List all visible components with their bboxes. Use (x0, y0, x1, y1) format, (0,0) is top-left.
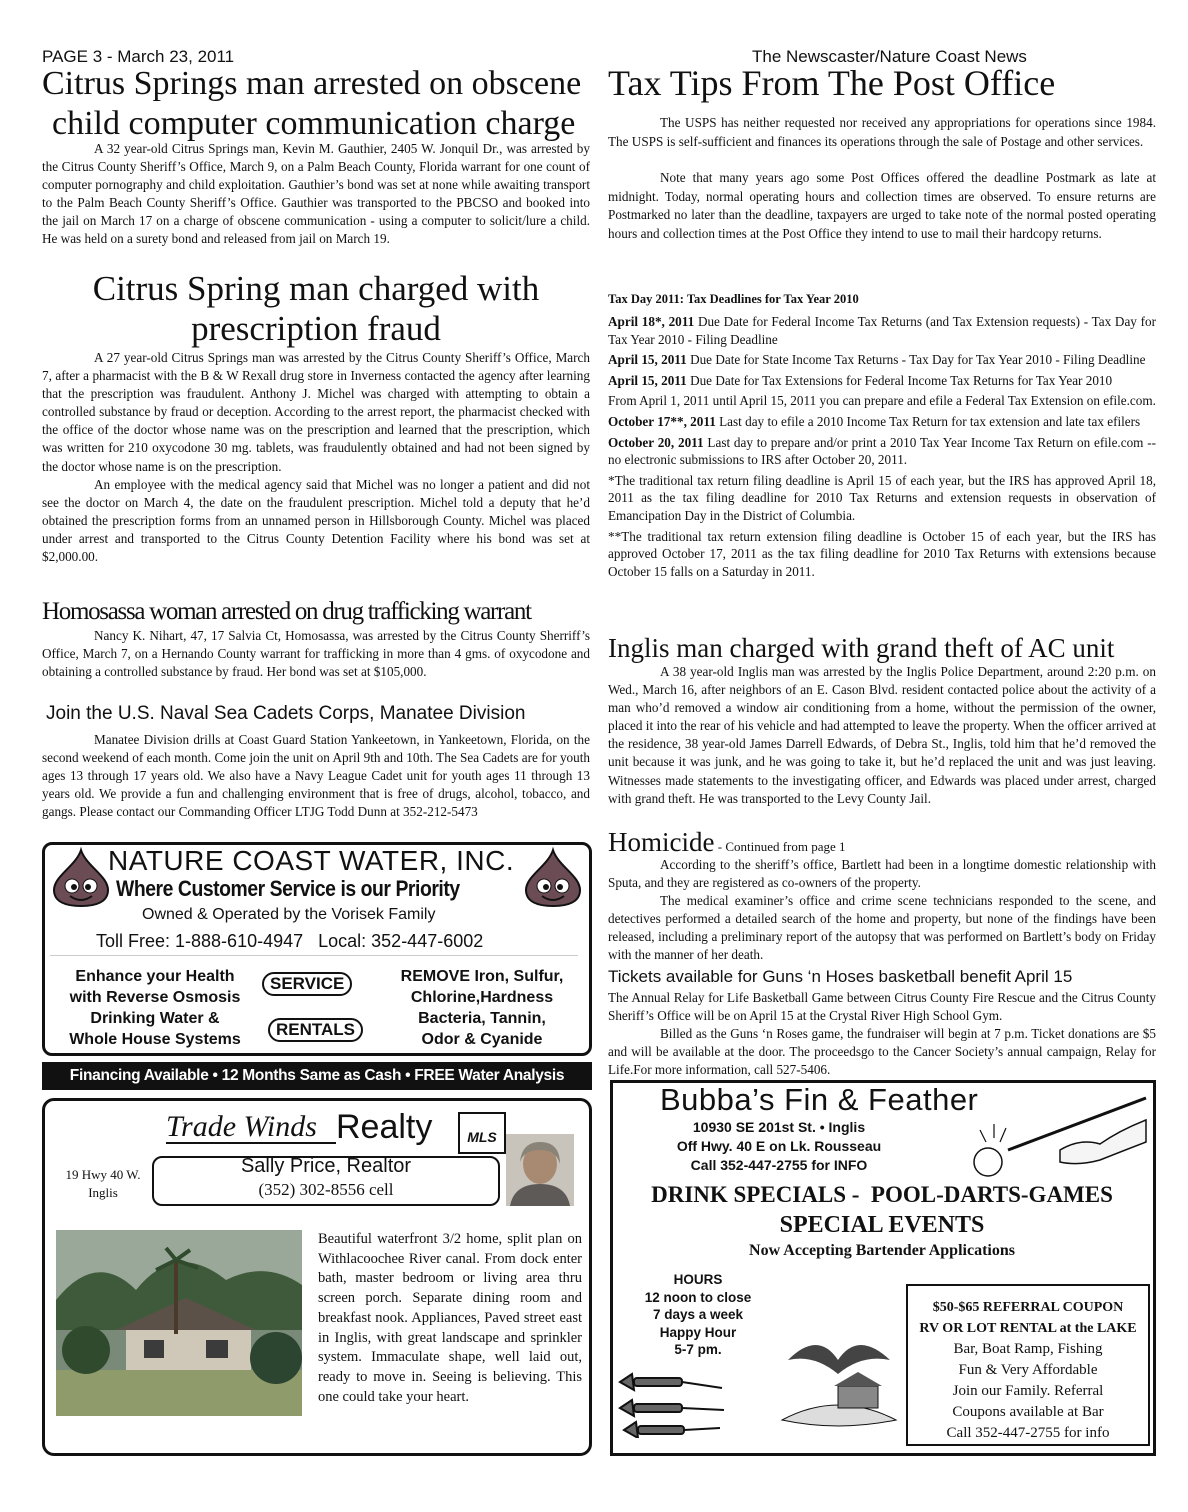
homicide-title: Homicide (608, 827, 715, 857)
tax-deadline-text: Due Date for Tax Extensions for Federal Income Tax Returns for Tax Year 2010 (686, 372, 1113, 388)
water-left-line: Whole House Systems (69, 1031, 241, 1048)
water-owned: Owned & Operated by the Vorisek Family (142, 906, 436, 923)
inglis-paragraph: A 38 year-old Inglis man was arrested by the Inglis Police Department, around 2:20 p.m. on Wed., March 16, after neighbors of an E. Cason Blvd. resident contacted police about the activity of a man who’d removed a window air conditioning from a home, without the permission of the owner, placed it into the rear of his vehicle and had attempted to leave the property. When the officer arrived at the residence, 38 year-old James Darrell Edwards, of Debra St., Inglis, told him that he’d removed the unit because it was junk, and he was going to take it, but he’d replaced the unit and was just leaving. Witnesses made statements to the investigating officer, and Edwards was placed under arrest, charged with grand theft. He was transported to the Levy County Jail. (608, 664, 1156, 806)
coupon-title: $50-$65 REFERRAL COUPON (932, 1300, 1124, 1315)
tax-deadline-text: Last day to efile a 2010 Income Tax Return for tax extension and late tax efilers (715, 413, 1141, 429)
service-badge: SERVICE (262, 972, 352, 996)
water-drop-mascot-left-icon (46, 846, 116, 908)
water-slogan: Where Customer Service is our Priority (116, 876, 460, 901)
coupon-line: Fun & Very Affordable (958, 1362, 1098, 1378)
tickets-paragraph-1: The Annual Relay for Life Basketball Game between Citrus County Fire Rescue and the Citrus County Sheriff’s Office will be on April 15 at the Crystal River High School Gym. (608, 990, 1156, 1024)
bubba-contact (646, 1118, 912, 1175)
inglis-body (608, 663, 1156, 808)
homicide-body (608, 856, 1156, 965)
bubba-hours-line: 5-7 pm. (674, 1342, 722, 1357)
bubba-call: Call 352-447-2755 for INFO (690, 1157, 868, 1173)
water-phones: Toll Free: 1-888-610-4947 Local: 352-447-6002 (96, 931, 484, 951)
story2-paragraph-1: A 27 year-old Citrus Springs man was arrested by the Citrus County Sheriff’s Office, March 7, after a pharmacist with the B & W Rexall drug store in Inverness contacted the agency after learning that the prescription was fraudulent. Anthony J. Michel was charged with attempting to obtain a controlled substance by fraud or deception. According to the arrest report, the pharmacist checked with the office of the doctor whose name was on the prescription and learned that the prescription, which was written for 210 oxycodone 30 mg. tablets, was fraudulently obtained and had not been signed by the doctor whose name is on the prescription. (42, 350, 590, 474)
bubba-name: Bubba’s Fin & Feather (660, 1082, 979, 1117)
bubba-directions: Off Hwy. 40 E on Lk. Rousseau (676, 1138, 882, 1154)
listing-description: Beautiful waterfront 3/2 home, split plan on Withlacoochee River canal. From dock enter bath, master bedroom or living area thru screen porch. Separate dining room and breakfast nook. Appliances, Paved street east in Inglis, with great landscape and sprinkler system. Immaculate shape, well laid out, ready to move in. Seeing is believing. This one could take your heart. (318, 1231, 582, 1405)
water-divider (50, 955, 578, 956)
referral-coupon (906, 1297, 1150, 1444)
tax-subhead: Tax Day 2011: Tax Deadlines for Tax Year 2010 (608, 292, 859, 306)
water-right-line: REMOVE Iron, Sulfur, (400, 968, 564, 985)
bubba-hours-line: 7 days a week (652, 1307, 744, 1322)
tax-deadline-item (608, 413, 1156, 431)
water-left-line: Enhance your Health (75, 968, 235, 985)
story1-paragraph: A 32 year-old Citrus Springs man, Kevin M. Gauthier, 2405 W. Jonquil Dr., was arrested by the Citrus County Sheriff’s Office, March 9, on a Palm Beach County, Florida warrant for one count of computer pornography and child exploitation. Gauthier’s bond was set at none while awaiting transport to the Palm Beach County Sheriff’s Office. Gauthier was transported to the PBCSO and booked into the jail on March 17 on a charge of obscene communication - using a computer to solicit/lure a child. He was held on a surety bond and released from jail on March 19. (42, 141, 590, 247)
homicide-headline (608, 827, 846, 858)
story2-headline-line1: Citrus Spring man charged with (92, 269, 540, 308)
tax-deadline-date: April 15, 2011 (608, 352, 687, 368)
water-left-line: Drinking Water & (90, 1010, 220, 1027)
bubba-hours-title: HOURS (673, 1272, 723, 1287)
homicide-paragraph-1: According to the sheriff’s office, Bartlett had been in a longtime domestic relationship with Sputa, and they are registered as co-owners of the property. (608, 857, 1156, 891)
story4-body (42, 731, 590, 821)
story3-paragraph: Nancy K. Nihart, 47, 17 Salvia Ct, Homosassa, was arrested by the Citrus County Sherriff’s Office, March 7, on a Hernando County warrant for trafficking in more than 4 gms. of oxycodone and obtaining a controlled substance by fraud. Her bond was set at $105,000. (42, 628, 590, 680)
tax-deadline-text: Last day to prepare and/or print a 2010 Tax Year Income Tax Return on efile.com -- no electronic submissions to IRS after October 20, 2011. (608, 434, 1157, 468)
bubba-specials: DRINK SPECIALS - POOL-DARTS-GAMES (651, 1182, 1113, 1207)
story2-headline-line2: prescription fraud (191, 309, 441, 348)
story3-headline: Homosassa woman arrested on drug trafficking warrant (42, 598, 531, 625)
story4-paragraph: Manatee Division drills at Coast Guard Station Yankeetown, in Yankeetown, Florida, on the second weekend of each month. Come join the unit on April 9th and 10th. The Sea Cadets are for youth ages 13 through 17 years old. We also have a Navy League Cadet unit for youth ages 11 through 13 years old. We provide a fun and challenging environment that is free of drugs, alcohol, tobacco, and gangs. Please contact our Commanding Officer LTJG Todd Dunn at 352-212-5473 (42, 732, 590, 820)
tax-deadline-item (608, 392, 1156, 410)
tax-deadline-item (608, 351, 1156, 369)
realty-underline (166, 1142, 336, 1144)
water-right-line: Odor & Cyanide (421, 1031, 543, 1048)
coupon-line: Coupons available at Bar (952, 1404, 1104, 1420)
realty-address-line: Inglis (88, 1185, 118, 1200)
water-left-copy (50, 966, 260, 1050)
bubba-hours-line: 12 noon to close (644, 1289, 752, 1305)
coupon-line: Call 352-447-2755 for info (946, 1425, 1110, 1441)
tax-deadline-item (608, 434, 1156, 469)
tax-deadline-item (608, 372, 1156, 390)
paper-name: The Newscaster/Nature Coast News (752, 47, 1027, 66)
story1-headline-line2: child computer communication charge (52, 105, 576, 142)
bubba-hours-line: Happy Hour (659, 1324, 737, 1340)
realty-address-line: 19 Hwy 40 W. (65, 1167, 141, 1182)
bubba-events: SPECIAL EVENTS (779, 1212, 985, 1238)
page-date: PAGE 3 - March 23, 2011 (42, 47, 235, 66)
bubba-hours (620, 1271, 776, 1359)
homicide-continued: - Continued from page 1 (714, 839, 846, 854)
tickets-headline: Tickets available for Guns ‘n Hoses basketball benefit April 15 (608, 967, 1073, 986)
water-right-line: Chlorine,Hardness (410, 989, 554, 1006)
rentals-badge: RENTALS (268, 1018, 363, 1042)
water-company-name: NATURE COAST WATER, INC. (108, 845, 515, 876)
bubba-bartender: Now Accepting Bartender Applications (749, 1242, 1015, 1259)
tax-deadline-text: *The traditional tax return filing deadline is April 15 of each year, but the IRS has approved April 18, 2011 as the tax filing deadline for 2010 Tax Returns and extension requests in observation of Emancipation Day in the District of Columbia. (608, 472, 1156, 523)
coupon-line: Join our Family. Referral (952, 1383, 1104, 1399)
water-drop-mascot-right-icon (518, 846, 588, 908)
house-photo (56, 1230, 302, 1416)
tax-deadline-date: October 20, 2011 (608, 434, 704, 450)
water-right-line: Bacteria, Tannin, (418, 1010, 546, 1027)
tax-deadline-text: Due Date for State Income Tax Returns - Tax Day for Tax Year 2010 - Filing Deadline (686, 352, 1146, 368)
tax-deadline-item (608, 313, 1156, 348)
story2-body (42, 349, 590, 566)
tax-paragraph-1: The USPS has neither requested nor received any appropriations for operations since 1984. The USPS is self-sufficient and finances its operations through the sale of Postage and other services. (608, 115, 1156, 149)
pool-cue-hand-icon (960, 1090, 1150, 1180)
tax-deadline-list (608, 313, 1156, 583)
tax-deadline-text: From April 1, 2011 until April 15, 2011 you can prepare and efile a Federal Tax Extension on efile.com. (608, 393, 1156, 409)
realty-address (58, 1166, 148, 1202)
bubba-address: 10930 SE 201st St. • Inglis (692, 1119, 866, 1135)
tax-paragraph-2: Note that many years ago some Post Offices offered the deadline Postmark as late at midnight. Today, normal operating hours and collection times are observed. To ensure returns are Postmarked no later than the deadline, taxpayers are urged to take note of the normal posted operating hours and collection times at the Post Office they intend to use to mail their hardcopy returns. (608, 170, 1156, 241)
tax-deadline-text: **The traditional tax return extension filing deadline is October 15 of each year, but the IRS has approved October 17, 2011 as the tax filing deadline for 2010 Tax Returns with extensions because October 15 falls on a Saturday in 2011. (608, 528, 1156, 579)
tickets-body (608, 989, 1156, 1079)
story3-body (42, 627, 590, 681)
story1-body (42, 140, 590, 249)
tax-deadline-text: Due Date for Federal Income Tax Returns (and Tax Extension requests) - Tax Day for Tax Year 2010 - Filing Deadline (608, 314, 1156, 347)
tax-deadline-item (608, 472, 1156, 525)
tax-deadline-date: April 15, 2011 (608, 372, 687, 388)
coupon-line: Bar, Boat Ramp, Fishing (953, 1341, 1103, 1357)
agent-phone: (352) 302-8556 cell (258, 1180, 394, 1199)
story1-headline-line1: Citrus Springs man arrested on obscene (42, 65, 582, 102)
tax-deadline-date: October 17**, 2011 (608, 413, 716, 429)
tax-headline: Tax Tips From The Post Office (608, 63, 1056, 103)
realty-word: Realty (336, 1108, 433, 1146)
tax-deadline-date: April 18*, 2011 (608, 314, 695, 329)
homicide-paragraph-2: The medical examiner’s office and crime scene technicians responded to the scene, and detectives performed a detailed search of the home and property, but none of the findings have been released, including a preliminary report of the autopsy that was performed on Bartlett’s body on Friday with the manner of her death. (608, 893, 1156, 963)
agent-photo (506, 1134, 574, 1206)
water-footer-banner: Financing Available • 12 Months Same as Cash • FREE Water Analysis (42, 1062, 592, 1090)
water-right-copy (382, 966, 582, 1050)
darts-icon (616, 1368, 736, 1438)
coupon-subtitle: RV OR LOT RENTAL at the LAKE (919, 1321, 1137, 1336)
agent-name: Sally Price, Realtor (240, 1155, 412, 1177)
realty-script-name: Trade Winds (166, 1110, 317, 1143)
mls-logo: MLS (458, 1112, 506, 1154)
tax-intro (608, 114, 1156, 244)
story4-headline: Join the U.S. Naval Sea Cadets Corps, Manatee Division (46, 703, 526, 724)
tickets-paragraph-2: Billed as the Guns ‘n Roses game, the fundraiser will begin at 7 p.m. Ticket donations are $5 and will be available at the door. The proceedsgo to the Cancer Society’s annual campaign, Relay for Life.For more information, call 527-5406. (608, 1026, 1156, 1078)
inglis-headline: Inglis man charged with grand theft of AC unit (608, 633, 1115, 663)
water-left-line: with Reverse Osmosis (69, 989, 241, 1006)
tax-deadline-item (608, 528, 1156, 581)
story2-paragraph-2: An employee with the medical agency said that Michel was no longer a patient and did not see the doctor on March 4, the date on the fraudulent prescription. Michel told a deputy that he’d obtained the prescription forms from an unnamed person in Hillsborough County. Michel was placed under arrest and transported to the Citrus County Detention Facility where his bond was set at $2,000.00. (42, 476, 590, 565)
eagle-lake-icon (778, 1320, 900, 1430)
